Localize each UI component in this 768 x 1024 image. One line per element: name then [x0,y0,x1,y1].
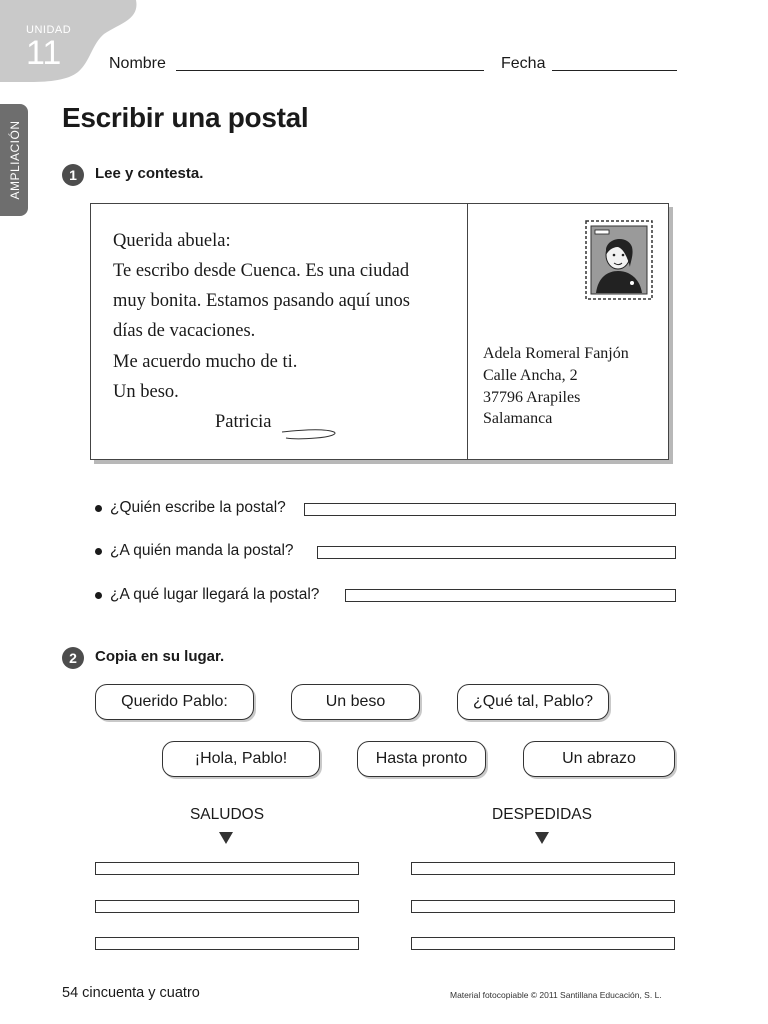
question-to-whom: ¿A quién manda la postal? [110,542,294,559]
bullet-icon [95,505,102,512]
answer-field-to-whom[interactable] [317,546,676,559]
unit-label: UNIDAD [26,24,72,36]
address-line: Adela Romeral Fanjón [483,345,629,362]
exercise-1-number: 1 [62,164,84,186]
stamp-icon [584,219,654,301]
exercise-2-number: 2 [62,647,84,669]
postcard-divider [467,203,468,460]
copyright-notice: Material fotocopiable © 2011 Santillana Educación, S. L. [450,990,662,1000]
unit-number: 11 [26,34,62,72]
name-field[interactable] [176,70,484,71]
letter-line: días de vacaciones. [113,321,256,341]
question-who-writes: ¿Quién escribe la postal? [110,499,286,516]
date-label: Fecha [501,55,546,72]
answer-field-destination[interactable] [345,589,676,602]
despedida-answer-field[interactable] [411,862,675,875]
letter-line: muy bonita. Estamos pasando aquí unos [113,291,410,311]
address-line: Calle Ancha, 2 [483,367,578,384]
phrase-que-tal-pablo[interactable]: ¿Qué tal, Pablo? [457,684,609,720]
letter-line: Un beso. [113,382,179,402]
letter-signature: Patricia [215,412,272,432]
signature-flourish-icon [280,424,340,444]
saludo-answer-field[interactable] [95,862,359,875]
answer-field-who-writes[interactable] [304,503,676,516]
phrase-un-beso[interactable]: Un beso [291,684,420,720]
page-title: Escribir una postal [62,102,309,133]
letter-line: Querida abuela: [113,231,231,251]
despedida-answer-field[interactable] [411,900,675,913]
bullet-icon [95,592,102,599]
date-field[interactable] [552,70,677,71]
saludo-answer-field[interactable] [95,937,359,950]
column-header-saludos: SALUDOS [189,806,265,823]
arrow-down-icon [219,832,233,844]
bullet-icon [95,548,102,555]
phrase-hola-pablo[interactable]: ¡Hola, Pablo! [162,741,320,777]
exercise-2-heading: Copia en su lugar. [95,648,225,665]
letter-line: Me acuerdo mucho de ti. [113,352,298,372]
question-destination: ¿A qué lugar llegará la postal? [110,586,320,603]
arrow-down-icon [535,832,549,844]
page-number: 54 cincuenta y cuatro [62,985,200,1001]
saludo-answer-field[interactable] [95,900,359,913]
phrase-un-abrazo[interactable]: Un abrazo [523,741,675,777]
phrase-querido-pablo[interactable]: Querido Pablo: [95,684,254,720]
side-tab-label: AMPLIACIÓN [8,120,22,200]
address-line: 37796 Arapiles [483,389,581,406]
letter-line: Te escribo desde Cuenca. Es una ciudad [113,261,410,281]
despedida-answer-field[interactable] [411,937,675,950]
exercise-1-heading: Lee y contesta. [95,165,204,182]
name-label: Nombre [109,55,166,72]
phrase-hasta-pronto[interactable]: Hasta pronto [357,741,486,777]
column-header-despedidas: DESPEDIDAS [492,806,592,823]
address-line: Salamanca [483,410,553,427]
